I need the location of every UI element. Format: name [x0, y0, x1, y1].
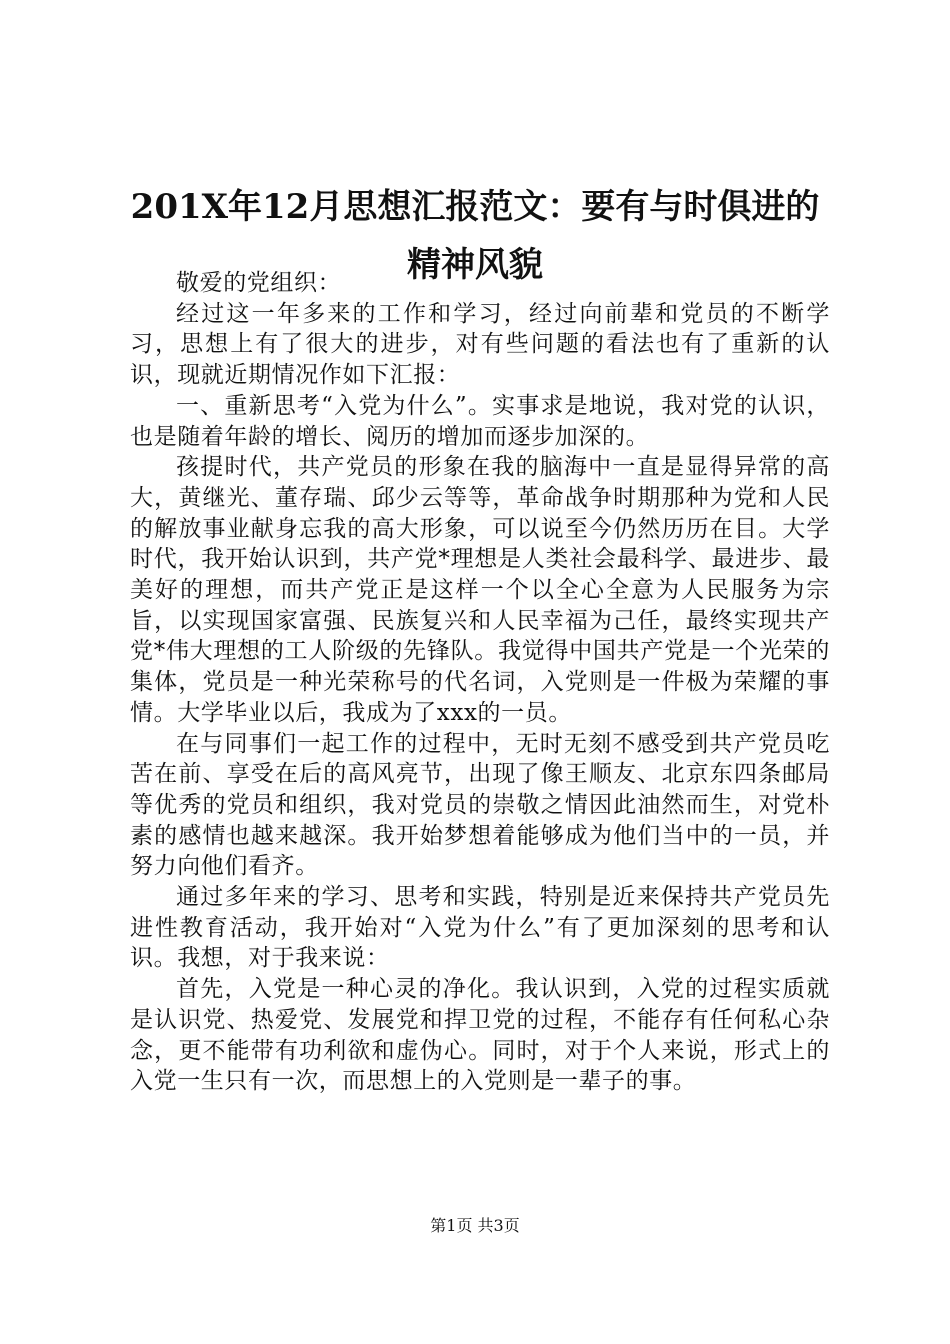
- paragraph: 孩提时代，共产党员的形象在我的脑海中一直是显得异常的高大，黄继光、董存瑞、邱少云等等，革命战争时期那种为党和人民的解放事业献身忘我的高大形象，可以说至今仍然历历在目。大学时代，我开始认识到，共产党*理想是人类社会最科学、最进步、最美好的理想，而共产党正是这样一个以全心全意为人民服务为宗旨，以实现国家富强、民族复兴和人民幸福为己任，最终实现共产党*伟大理想的工人阶级的先锋队。我觉得中国共产党是一个光荣的集体，党员是一种光荣称号的代名词，入党则是一件极为荣耀的事情。大学毕业以后，我成为了xxx的一员。: [130, 454, 830, 726]
- page-number-footer: 第1页 共3页: [430, 1216, 520, 1235]
- paragraph-salutation: 敬爱的党组织：: [176, 270, 342, 296]
- document-body: [130, 268, 830, 1097]
- paragraph: 通过多年来的学习、思考和实践，特别是近来保持共产党员先进性教育活动，我开始对“入党为什么”有了更加深刻的思考和认识。我想，对于我来说：: [130, 884, 830, 972]
- paragraph: 一、重新思考“入党为什么”。实事求是地说，我对党的认识，也是随着年龄的增长、阅历的增加而逐步加深的。: [130, 392, 830, 450]
- document-title-line-1: 201X年12月思想汇报范文：要有与时俱进的: [130, 187, 820, 227]
- paragraph: 经过这一年多来的工作和学习，经过向前辈和党员的不断学习，思想上有了很大的进步，对有些问题的看法也有了重新的认识，现就近期情况作如下汇报：: [130, 300, 830, 389]
- paragraph: 首先，入党是一种心灵的净化。我认识到，入党的过程实质就是认识党、热爱党、发展党和捍卫党的过程，不能存有任何私心杂念，更不能带有功利欲和虚伪心。同时，对于个人来说，形式上的入党一生只有一次，而思想上的入党则是一辈子的事。: [130, 976, 830, 1095]
- document-title-line-2: 精神风貌: [407, 245, 543, 285]
- paragraph: 在与同事们一起工作的过程中，无时无刻不感受到共产党员吃苦在前、享受在后的高风亮节，出现了像王顺友、北京东四条邮局等优秀的党员和组织，我对党员的崇敬之情因此油然而生，对党朴素的感情也越来越深。我开始梦想着能够成为他们当中的一员，并努力向他们看齐。: [130, 730, 830, 880]
